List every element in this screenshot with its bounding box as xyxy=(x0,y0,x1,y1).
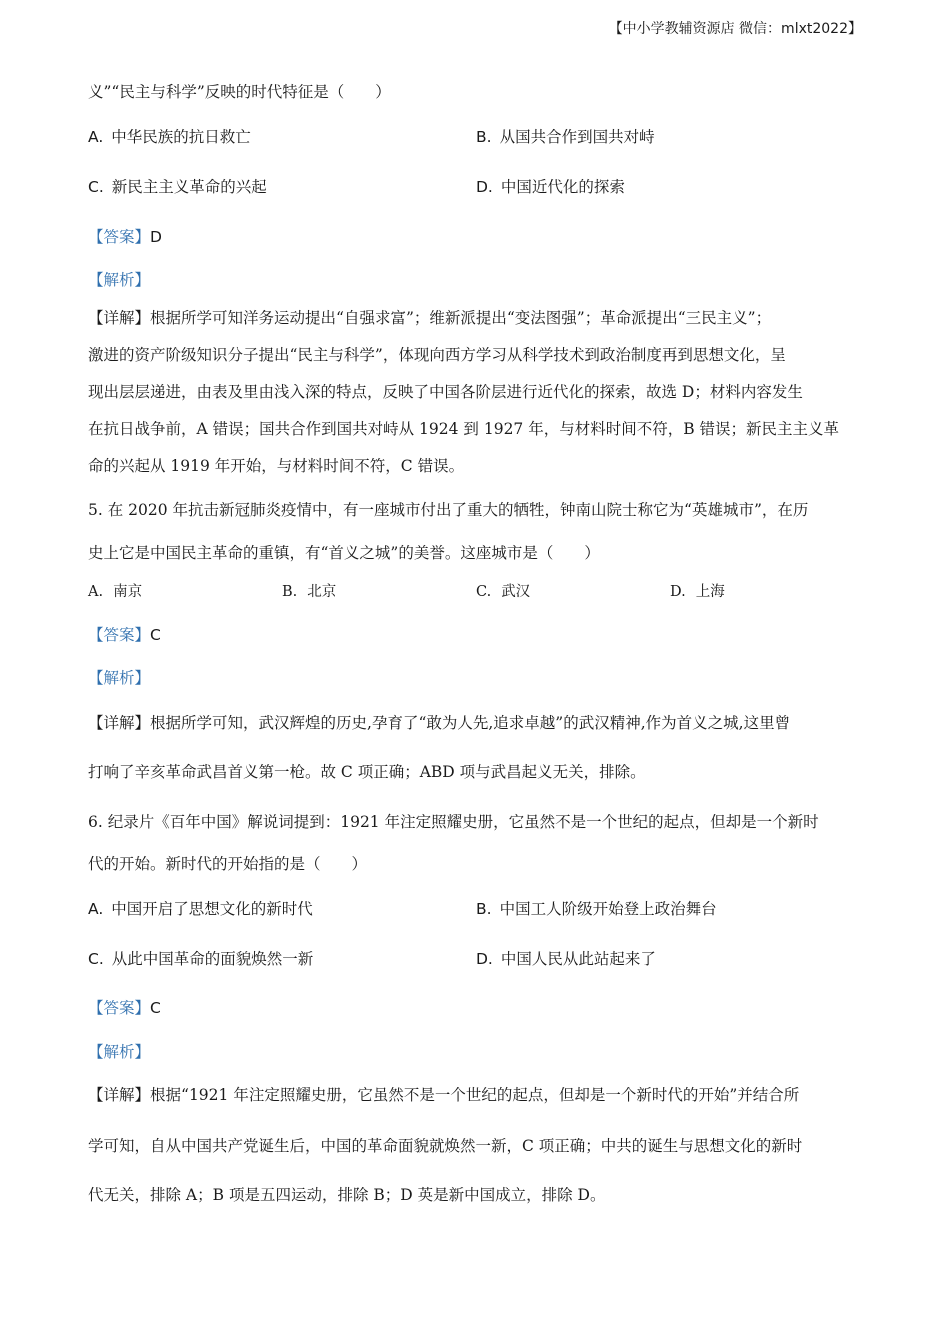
answer-tag: 【答案】 xyxy=(88,999,151,1017)
option-letter: D. xyxy=(476,950,493,968)
option-text: 中华民族的抗日救亡 xyxy=(111,128,251,146)
q5-answer xyxy=(88,623,161,645)
option-text: 中国开启了思想文化的新时代 xyxy=(111,900,313,918)
option-letter: B. xyxy=(282,584,298,600)
option-letter: B. xyxy=(476,900,492,918)
option-text: 从国共合作到国共对峙 xyxy=(499,128,655,146)
detail-text: 根据所学可知，武汉辉煌的历史,孕育了“敢为人先,追求卓越”的武汉精神,作为首义之城,这里曾 xyxy=(150,714,791,732)
q6-stem-line-1: 6. 纪录片《百年中国》解说词提到：1921 年注定照耀史册，它虽然不是一个世纪的起点，但却是一个新时 xyxy=(88,813,819,831)
q5-stem-line-1: 5. 在 2020 年抗击新冠肺炎疫情中，有一座城市付出了重大的牺牲，钟南山院士称它为“英雄城市”，在历 xyxy=(88,501,809,519)
option-text: 从此中国革命的面貌焕然一新 xyxy=(111,950,314,968)
q6-option-a[interactable] xyxy=(88,897,313,919)
q4-detail-line-4: 在抗日战争前，A 错误；国共合作到国共对峙从 1924 到 1927 年，与材料时间不符，B 错误；新民主主义革 xyxy=(88,420,840,438)
q5-option-c[interactable] xyxy=(476,580,530,601)
q5-detail-line-2: 打响了辛亥革命武昌首义第一枪。故 C 项正确；ABD 项与武昌起义无关，排除。 xyxy=(88,763,646,781)
q4-detail-line-3: 现出层层递进，由表及里由浅入深的特点，反映了中国各阶层进行近代化的探索，故选 D；材料内容发生 xyxy=(88,383,803,401)
option-text: 中国工人阶级开始登上政治舞台 xyxy=(499,900,717,918)
q4-option-b[interactable] xyxy=(476,125,655,147)
q5-stem-line-2: 史上它是中国民主革命的重镇，有“首义之城”的美誉。这座城市是（ ） xyxy=(88,544,600,562)
q5-option-a[interactable] xyxy=(88,580,142,601)
option-text: 上海 xyxy=(695,584,725,600)
q4-analysis-tag: 【解析】 xyxy=(88,271,151,289)
option-letter: D. xyxy=(670,584,686,600)
option-text: 新民主主义革命的兴起 xyxy=(111,178,267,196)
q6-option-c[interactable] xyxy=(88,947,313,969)
option-text: 中国近代化的探索 xyxy=(500,178,625,196)
option-letter: A. xyxy=(88,128,104,146)
option-text: 中国人民从此站起来了 xyxy=(500,950,656,968)
q6-detail-line-1 xyxy=(88,1083,799,1105)
q6-answer xyxy=(88,996,161,1018)
answer-value: C xyxy=(150,999,161,1017)
option-letter: C. xyxy=(88,950,104,968)
page-header: 【中小学教辅资源店 微信：mlxt2022】 xyxy=(608,21,862,37)
q5-option-d[interactable] xyxy=(670,580,725,601)
q4-answer xyxy=(88,225,162,247)
q4-stem: 义”“民主与科学”反映的时代特征是（ ） xyxy=(88,83,391,101)
q4-option-c[interactable] xyxy=(88,175,267,197)
option-letter: C. xyxy=(476,584,492,600)
q6-option-d[interactable] xyxy=(476,947,656,969)
q4-detail-line-5: 命的兴起从 1919 年开始，与材料时间不符，C 错误。 xyxy=(88,457,465,475)
option-text: 武汉 xyxy=(501,584,531,600)
option-letter: D. xyxy=(476,178,493,196)
detail-text: 根据所学可知洋务运动提出“自强求富”；维新派提出“变法图强”；革命派提出“三民主义”； xyxy=(150,309,772,327)
detail-tag: 【详解】 xyxy=(88,1086,151,1104)
q5-analysis-tag: 【解析】 xyxy=(88,669,151,687)
detail-tag: 【详解】 xyxy=(88,714,151,732)
q5-option-b[interactable] xyxy=(282,580,336,601)
q5-detail-line-1 xyxy=(88,711,790,733)
answer-tag: 【答案】 xyxy=(88,228,151,246)
q6-analysis-tag: 【解析】 xyxy=(88,1043,151,1061)
q4-detail-line-1 xyxy=(88,306,771,328)
q6-stem-line-2: 代的开始。新时代的开始指的是（ ） xyxy=(88,855,368,873)
answer-value: C xyxy=(150,626,161,644)
detail-tag: 【详解】 xyxy=(88,309,151,327)
q6-detail-line-3: 代无关，排除 A；B 项是五四运动，排除 B；D 英是新中国成立，排除 D。 xyxy=(88,1186,606,1204)
q4-option-a[interactable] xyxy=(88,125,251,147)
q6-detail-line-2: 学可知，自从中国共产党诞生后，中国的革命面貌就焕然一新，C 项正确；中共的诞生与思想文化的新时 xyxy=(88,1137,803,1155)
option-letter: C. xyxy=(88,178,104,196)
answer-value: D xyxy=(150,228,162,246)
option-letter: B. xyxy=(476,128,492,146)
option-text: 北京 xyxy=(307,584,337,600)
q4-detail-line-2: 激进的资产阶级知识分子提出“民主与科学”，体现向西方学习从科学技术到政治制度再到思想文化，呈 xyxy=(88,346,786,364)
detail-text: 根据“1921 年注定照耀史册，它虽然不是一个世纪的起点，但却是一个新时代的开始”并结合所 xyxy=(150,1086,800,1104)
option-letter: A. xyxy=(88,900,104,918)
answer-tag: 【答案】 xyxy=(88,626,151,644)
q6-option-b[interactable] xyxy=(476,897,717,919)
option-letter: A. xyxy=(88,584,104,600)
q4-option-d[interactable] xyxy=(476,175,625,197)
option-text: 南京 xyxy=(113,584,143,600)
